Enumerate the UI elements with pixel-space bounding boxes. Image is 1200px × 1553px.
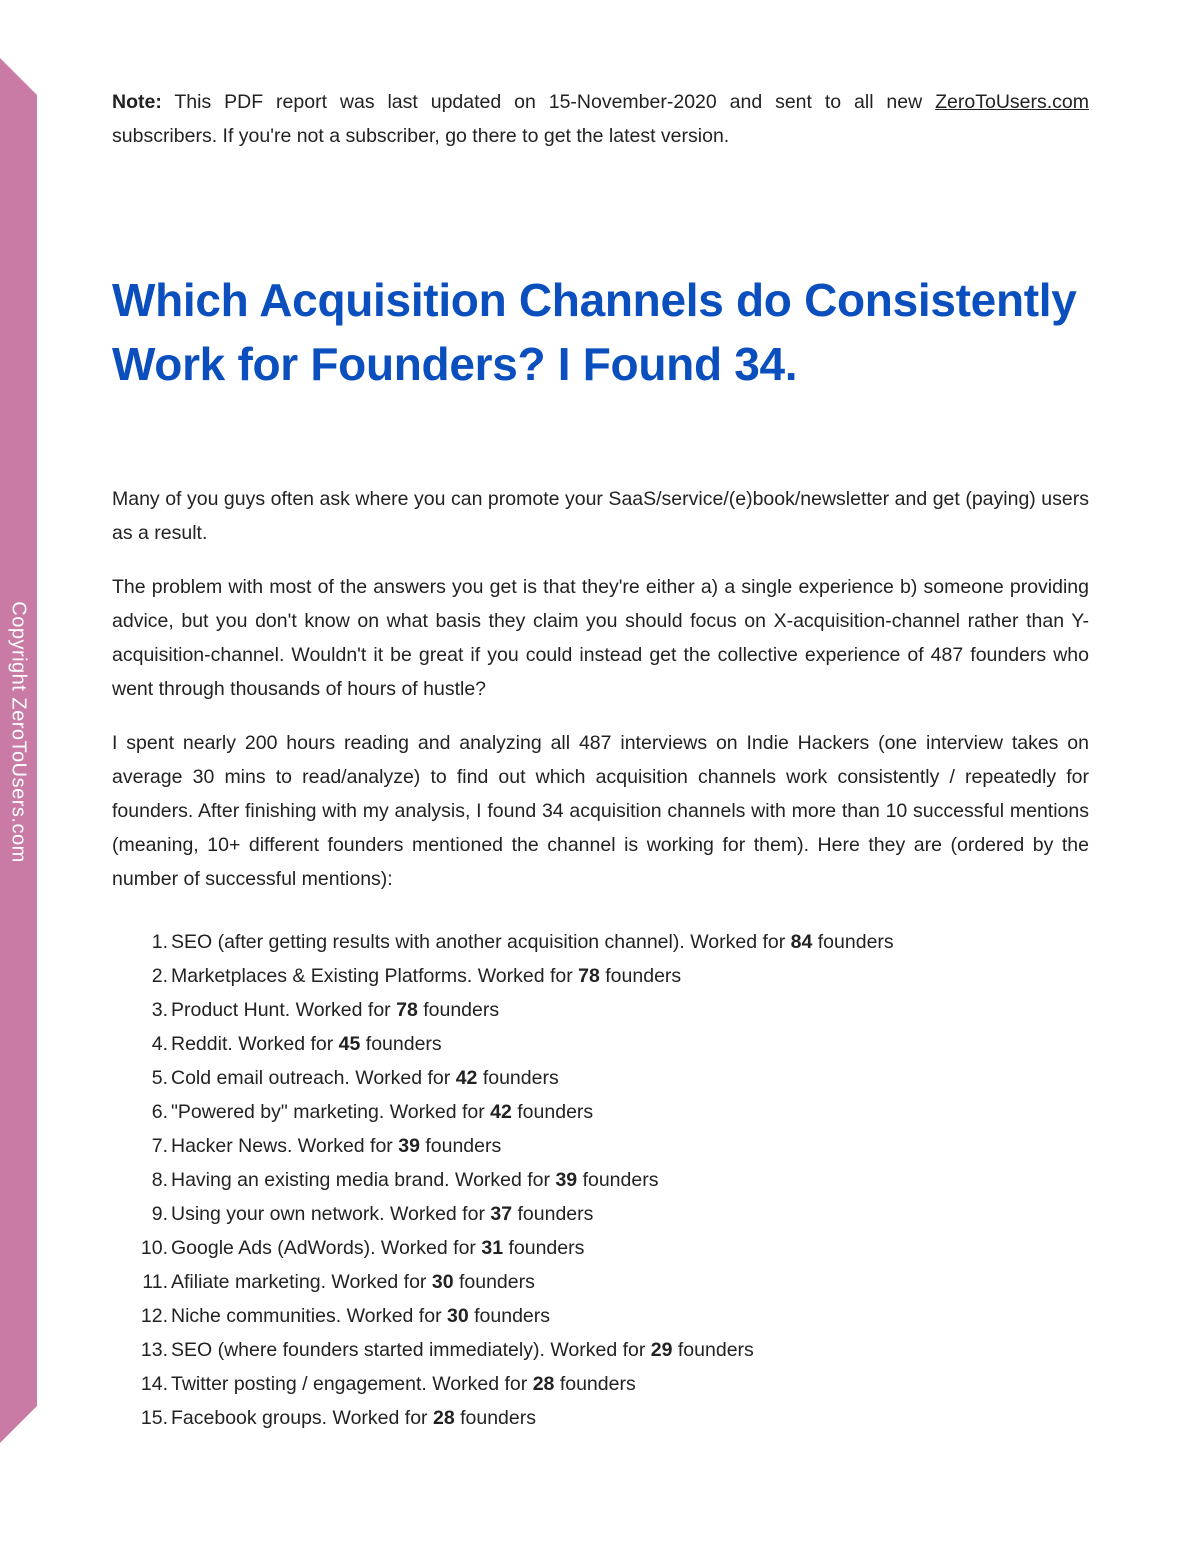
problem-paragraph: The problem with most of the answers you get is that they're either a) a single experience b) someone providing advice, but you don't know on what basis they claim you should focus on X-acquisition-channel rather than Y- acquisition-channel. Wouldn't it be great if you could instead get the collective experience of 487 founders who went through thousands of hours of hustle? (112, 576, 1089, 700)
channel-name: SEO (where founders started immediately). (171, 1339, 545, 1361)
founder-count: 45 (338, 1033, 361, 1055)
channel-list (112, 925, 894, 1435)
founder-count: 28 (532, 1373, 555, 1395)
list-item (112, 1333, 894, 1367)
founder-count: 31 (481, 1237, 504, 1259)
copyright-watermark: Copyright ZeroToUsers.com (7, 601, 30, 863)
channel-name: Product Hunt. (171, 999, 291, 1021)
founders-label: founders (605, 965, 682, 987)
founders-label: founders (423, 999, 500, 1021)
founders-label: founders (458, 1271, 535, 1293)
list-item-number: 14 . (112, 1367, 168, 1401)
channel-name: Google Ads (AdWords). (171, 1237, 376, 1259)
founder-count: 84 (790, 931, 813, 953)
worked-for-label: Worked for (550, 1339, 646, 1361)
channel-name: Afiliate marketing. (171, 1271, 326, 1293)
list-item (112, 1163, 894, 1197)
list-item (112, 1061, 894, 1095)
list-item (112, 1095, 894, 1129)
list-item (112, 1027, 894, 1061)
worked-for-label: Worked for (389, 1101, 485, 1123)
worked-for-label: Worked for (355, 1067, 451, 1089)
list-item (112, 959, 894, 993)
list-item-number: 4 . (112, 1027, 168, 1061)
worked-for-label: Worked for (690, 931, 786, 953)
worked-for-label: Worked for (432, 1373, 528, 1395)
founder-count: 29 (650, 1339, 673, 1361)
worked-for-label: Worked for (477, 965, 573, 987)
channel-name: SEO (after getting results with another acquisition channel). (171, 931, 685, 953)
worked-for-label: Worked for (297, 1135, 393, 1157)
founders-label: founders (559, 1373, 636, 1395)
channel-name: Having an existing media brand. (171, 1169, 450, 1191)
note-text-before-link: This PDF report was last updated on 15-November-2020 and sent to all new (174, 91, 923, 113)
channel-name: Facebook groups. (171, 1407, 328, 1429)
founders-label: founders (482, 1067, 559, 1089)
list-item (112, 1231, 894, 1265)
founders-label: founders (817, 931, 894, 953)
founders-label: founders (474, 1305, 551, 1327)
founder-count: 78 (578, 965, 600, 987)
list-item-number: 2 . (112, 959, 168, 993)
founder-count: 30 (447, 1305, 469, 1327)
intro-paragraph: Many of you guys often ask where you can promote your SaaS/service/(e)book/newsletter and get (paying) users as a result. (112, 488, 1089, 544)
worked-for-label: Worked for (331, 1271, 427, 1293)
worked-for-label: Worked for (238, 1033, 334, 1055)
channel-name: Marketplaces & Existing Platforms. (171, 965, 473, 987)
list-item (112, 1129, 894, 1163)
founder-count: 39 (555, 1169, 578, 1191)
note-label: Note: (112, 91, 162, 113)
zerotousers-link[interactable]: ZeroToUsers.com (935, 91, 1090, 113)
article-body (112, 482, 1089, 916)
founder-count: 42 (490, 1101, 512, 1123)
list-item-number: 5 . (112, 1061, 168, 1095)
list-item-number: 3 . (112, 993, 168, 1027)
worked-for-label: Worked for (295, 999, 391, 1021)
channel-name: Twitter posting / engagement. (171, 1373, 427, 1395)
list-item-number: 7 . (112, 1129, 168, 1163)
list-item-number: 15 . (112, 1401, 168, 1435)
channel-name: Hacker News. (171, 1135, 293, 1157)
list-item (112, 1299, 894, 1333)
list-item (112, 1197, 894, 1231)
list-item (112, 1367, 894, 1401)
list-item-number: 12 . (112, 1299, 168, 1333)
channel-name: Reddit. (171, 1033, 233, 1055)
list-item-number: 6 . (112, 1095, 168, 1129)
founders-label: founders (460, 1407, 536, 1429)
list-item-number: 8 . (112, 1163, 168, 1197)
list-item-number: 13 . (112, 1333, 168, 1367)
note-text-after-link: subscribers. If you're not a subscriber, go there to get the latest version. (112, 125, 730, 147)
founders-label: founders (582, 1169, 659, 1191)
founders-label: founders (508, 1237, 585, 1259)
list-item-number: 10 . (112, 1231, 168, 1265)
channel-name: Cold email outreach. (171, 1067, 350, 1089)
worked-for-label: Worked for (380, 1237, 476, 1259)
worked-for-label: Worked for (346, 1305, 442, 1327)
list-item-number: 9 . (112, 1197, 168, 1231)
founder-count: 28 (432, 1407, 455, 1429)
list-item (112, 1401, 894, 1435)
founder-count: 30 (431, 1271, 454, 1293)
founder-count: 37 (490, 1203, 513, 1225)
list-item (112, 993, 894, 1027)
founders-label: founders (517, 1203, 594, 1225)
list-item-number: 11 . (112, 1265, 168, 1299)
page-title: Which Acquisition Channels do Consistently Work for Founders? I Found 34. (112, 274, 1077, 390)
channel-name: Using your own network. (171, 1203, 385, 1225)
channel-name: "Powered by" marketing. (171, 1101, 385, 1123)
founders-label: founders (365, 1033, 442, 1055)
worked-for-label: Worked for (389, 1203, 485, 1225)
list-item-number: 1 . (112, 925, 168, 959)
channel-name: Niche communities. (171, 1305, 342, 1327)
note-paragraph (112, 85, 1089, 153)
list-item (112, 925, 894, 959)
founder-count: 78 (396, 999, 418, 1021)
founder-count: 42 (455, 1067, 478, 1089)
worked-for-label: Worked for (455, 1169, 551, 1191)
founders-label: founders (425, 1135, 502, 1157)
founders-label: founders (677, 1339, 754, 1361)
list-item (112, 1265, 894, 1299)
founders-label: founders (517, 1101, 594, 1123)
analysis-paragraph: I spent nearly 200 hours reading and analyzing all 487 interviews on Indie Hackers (one interview takes on average 30 mins to read/analyze) to find out which acquisition channels work consistently / repeatedly for founders. After finishing with my analysis, I found 34 acquisition channels with more than 10 successful mentions (meaning, 10+ different founders mentioned the channel is working for them). Here they are (ordered by the number of successful mentions): (112, 732, 1089, 890)
worked-for-label: Worked for (332, 1407, 428, 1429)
founder-count: 39 (398, 1135, 420, 1157)
